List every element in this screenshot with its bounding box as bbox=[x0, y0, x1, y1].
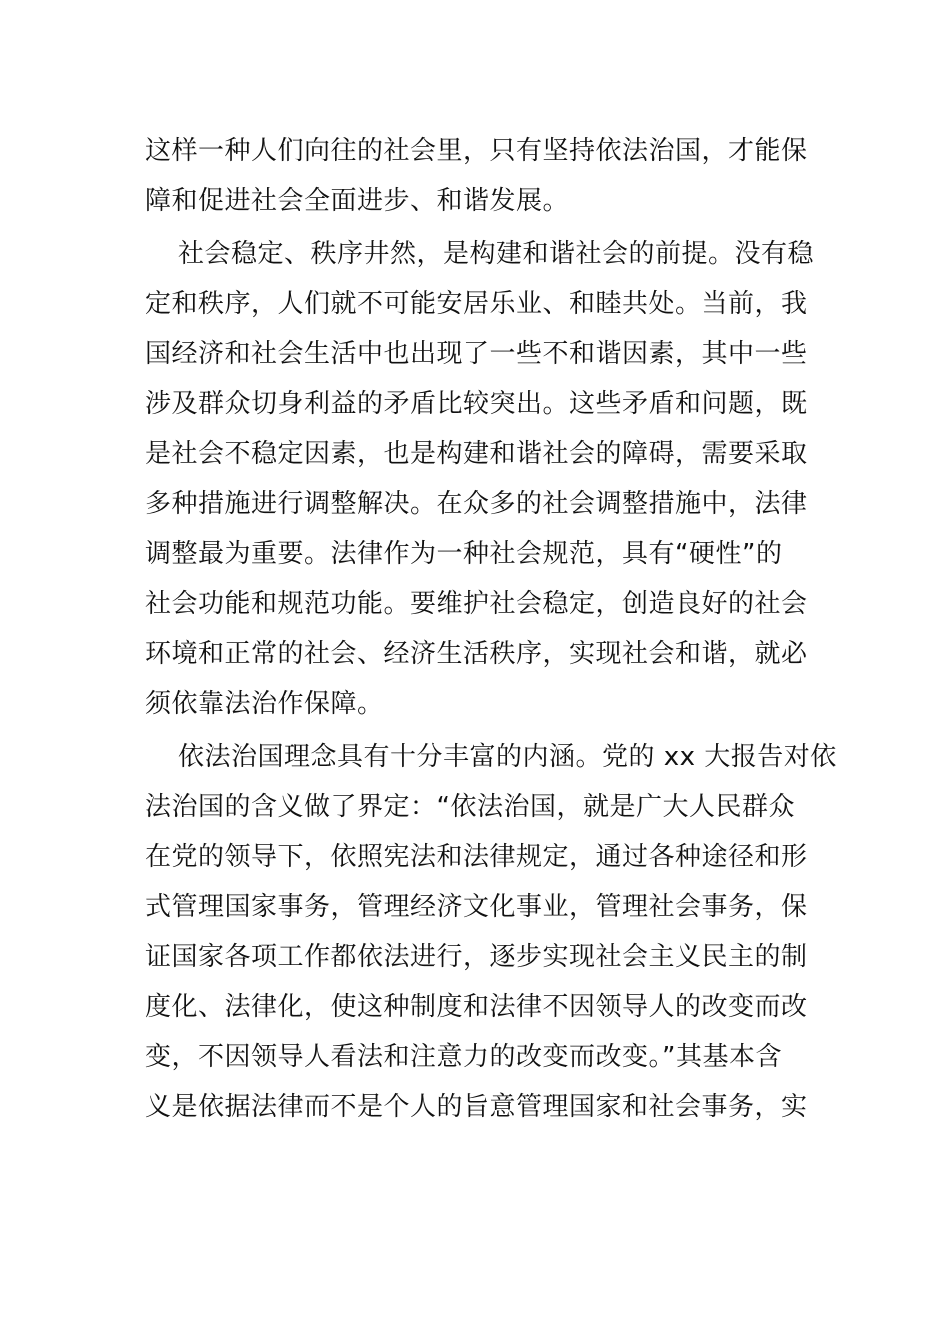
paragraph-3 bbox=[145, 732, 837, 1132]
paragraph-2 bbox=[145, 229, 815, 729]
text-line: 社会功能和规范功能。要维护社会稳定，创造良好的社会 bbox=[145, 589, 808, 619]
text-line: 环境和正常的社会、经济生活秩序，实现社会和谐，就必 bbox=[145, 639, 808, 669]
text-line: 式管理国家事务，管理经济文化事业，管理社会事务，保 bbox=[145, 892, 808, 922]
text-line: 法治国的含义做了界定：“依法治国，就是广大人民群众 bbox=[145, 792, 795, 822]
text-line: 多种措施进行调整解决。在众多的社会调整措施中，法律 bbox=[145, 489, 808, 519]
text-line: 涉及群众切身利益的矛盾比较突出。这些矛盾和问题，既 bbox=[145, 389, 808, 419]
body-text bbox=[145, 126, 837, 1132]
text-line: 是社会不稳定因素，也是构建和谐社会的障碍，需要采取 bbox=[145, 439, 808, 469]
text-line: 证国家各项工作都依法进行，逐步实现社会主义民主的制 bbox=[145, 942, 808, 972]
text-line: 这样一种人们向往的社会里，只有坚持依法治国，才能保 bbox=[145, 136, 808, 166]
text-line: 须依靠法治作保障。 bbox=[145, 689, 384, 719]
paragraph-1 bbox=[145, 126, 808, 226]
text-line: 依法治国理念具有十分丰富的内涵。党的 xx 大报告对依 bbox=[178, 742, 837, 772]
text-line: 障和促进社会全面进步、和谐发展。 bbox=[145, 186, 570, 216]
text-line: 变，不因领导人看法和注意力的改变而改变。”其基本含 bbox=[145, 1042, 782, 1072]
text-line: 义是依据法律而不是个人的旨意管理国家和社会事务，实 bbox=[145, 1092, 808, 1122]
text-line: 定和秩序，人们就不可能安居乐业、和睦共处。当前，我 bbox=[145, 289, 808, 319]
text-line: 度化、法律化，使这种制度和法律不因领导人的改变而改 bbox=[145, 992, 808, 1022]
text-line: 调整最为重要。法律作为一种社会规范，具有“硬性”的 bbox=[145, 539, 783, 569]
text-line: 社会稳定、秩序井然，是构建和谐社会的前提。没有稳 bbox=[178, 239, 815, 269]
text-line: 国经济和社会生活中也出现了一些不和谐因素，其中一些 bbox=[145, 339, 808, 369]
text-line: 在党的领导下，依照宪法和法律规定，通过各种途径和形 bbox=[145, 842, 808, 872]
